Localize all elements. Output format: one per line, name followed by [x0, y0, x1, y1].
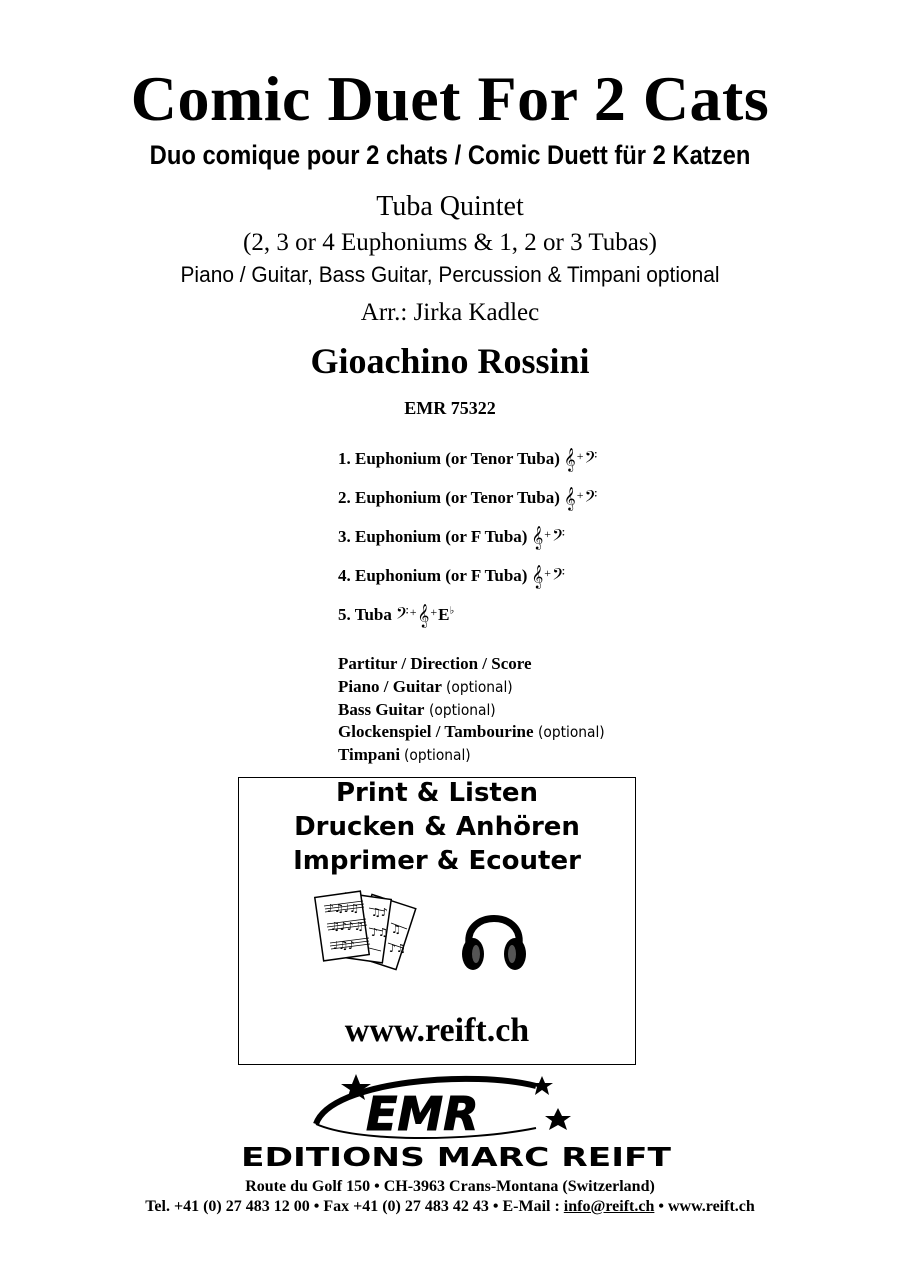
svg-text:♫: ♫ — [391, 923, 401, 936]
treble-clef-icon: 𝄞 — [531, 564, 544, 588]
publisher-contact — [0, 1198, 900, 1216]
promo-line-french: Imprimer & Ecouter — [293, 846, 581, 876]
bass-clef-icon: 𝄢 — [552, 564, 565, 588]
contact-website: • www.reift.ch — [654, 1198, 755, 1215]
headphones-icon — [459, 896, 529, 978]
extra-part-label: Timpani — [338, 745, 401, 764]
part-item — [338, 603, 454, 627]
extra-part-label: Glockenspiel / Tambourine — [338, 722, 534, 741]
sheet-music-icon — [311, 888, 441, 980]
svg-text:♪♫: ♪♫ — [371, 926, 388, 939]
clef-icons: 𝄞 + 𝄢 — [531, 564, 565, 588]
svg-text:♩♫♪: ♩♫♪ — [333, 939, 356, 952]
clef-icons: 𝄢 + 𝄞 + E♭ — [395, 603, 455, 627]
bass-clef-icon: 𝄢 — [584, 486, 598, 510]
contact-phone-fax: Tel. +41 (0) 27 483 12 00 • Fax +41 (0) 27 483 42 43 • E-Mail : — [145, 1198, 564, 1215]
optional-note: (optional) — [537, 723, 605, 741]
optional-note: (optional) — [428, 701, 496, 719]
svg-text:♪♫: ♪♫ — [389, 942, 406, 955]
arranger-label: Arr.: Jirka Kadlec — [360, 299, 540, 326]
part-label: 3. Euphonium (or F Tuba) — [338, 527, 528, 546]
composer-name: Gioachino Rossini — [310, 341, 590, 381]
treble-clef-icon: 𝄞 — [563, 486, 576, 510]
part-item — [338, 525, 565, 549]
treble-clef-icon: 𝄞 — [563, 447, 576, 471]
clef-icons: 𝄞 + 𝄢 — [531, 525, 565, 549]
instrumentation-label: (2, 3 or 4 Euphoniums & 1, 2 or 3 Tubas) — [243, 229, 657, 256]
extra-part-label: Bass Guitar — [338, 700, 425, 719]
svg-text:♫♪♪♫: ♫♪♪♫ — [330, 920, 364, 933]
page-title: Comic Duet For 2 Cats — [130, 63, 770, 134]
clef-icons: 𝄞 + 𝄢 — [563, 447, 598, 471]
part-label: 2. Euphonium (or Tenor Tuba) — [338, 488, 560, 507]
clef-icons: 𝄞 + 𝄢 — [563, 486, 598, 510]
website-link[interactable]: www.reift.ch — [344, 1012, 530, 1049]
extra-part-item — [338, 654, 532, 674]
svg-text:♪♫♩♫: ♪♫♩♫ — [327, 902, 359, 915]
treble-clef-icon: 𝄞 — [531, 525, 544, 549]
optional-instruments-label: Piano / Guitar, Bass Guitar, Percussion & Timpani optional — [180, 262, 720, 287]
subtitle: Duo comique pour 2 chats / Comic Duett für 2 Katzen — [149, 140, 751, 170]
part-item — [338, 447, 597, 471]
extra-part-item — [338, 745, 477, 765]
flat-icon: ♭ — [449, 605, 455, 617]
extra-part-item — [338, 700, 501, 720]
svg-text:EDITIONS MARC REIFT: EDITIONS MARC REIFT — [241, 1143, 672, 1172]
part-item — [338, 486, 597, 510]
svg-text:♫♪: ♫♪ — [371, 906, 388, 919]
promo-line-german: Drucken & Anhören — [294, 812, 580, 842]
optional-note: (optional) — [446, 678, 513, 696]
print-listen-box — [238, 777, 636, 1065]
part-label: 4. Euphonium (or F Tuba) — [338, 566, 528, 585]
part-label: 5. Tuba — [338, 605, 392, 624]
extra-part-item — [338, 722, 610, 742]
bass-clef-icon: 𝄢 — [584, 447, 598, 471]
extra-part-item — [338, 677, 519, 697]
extra-part-label: Partitur / Direction / Score — [338, 654, 532, 673]
email-link[interactable]: info@reift.ch — [563, 1198, 655, 1215]
publisher-address: Route du Golf 150 • CH-3963 Crans-Montana (Switzerland) — [245, 1178, 655, 1195]
eb-label: E♭ — [438, 605, 455, 624]
treble-clef-icon: 𝄞 — [417, 603, 430, 627]
part-item — [338, 564, 565, 588]
emr-logo — [236, 1072, 676, 1172]
bass-clef-icon: 𝄢 — [395, 603, 409, 627]
part-label: 1. Euphonium (or Tenor Tuba) — [338, 449, 560, 468]
ensemble-label: Tuba Quintet — [376, 191, 524, 222]
extra-part-label: Piano / Guitar — [338, 677, 442, 696]
bass-clef-icon: 𝄢 — [552, 525, 565, 549]
svg-text:EMR: EMR — [366, 1087, 479, 1141]
optional-note: (optional) — [404, 746, 472, 764]
promo-line-english: Print & Listen — [335, 778, 539, 808]
catalog-number: EMR 75322 — [404, 398, 496, 418]
